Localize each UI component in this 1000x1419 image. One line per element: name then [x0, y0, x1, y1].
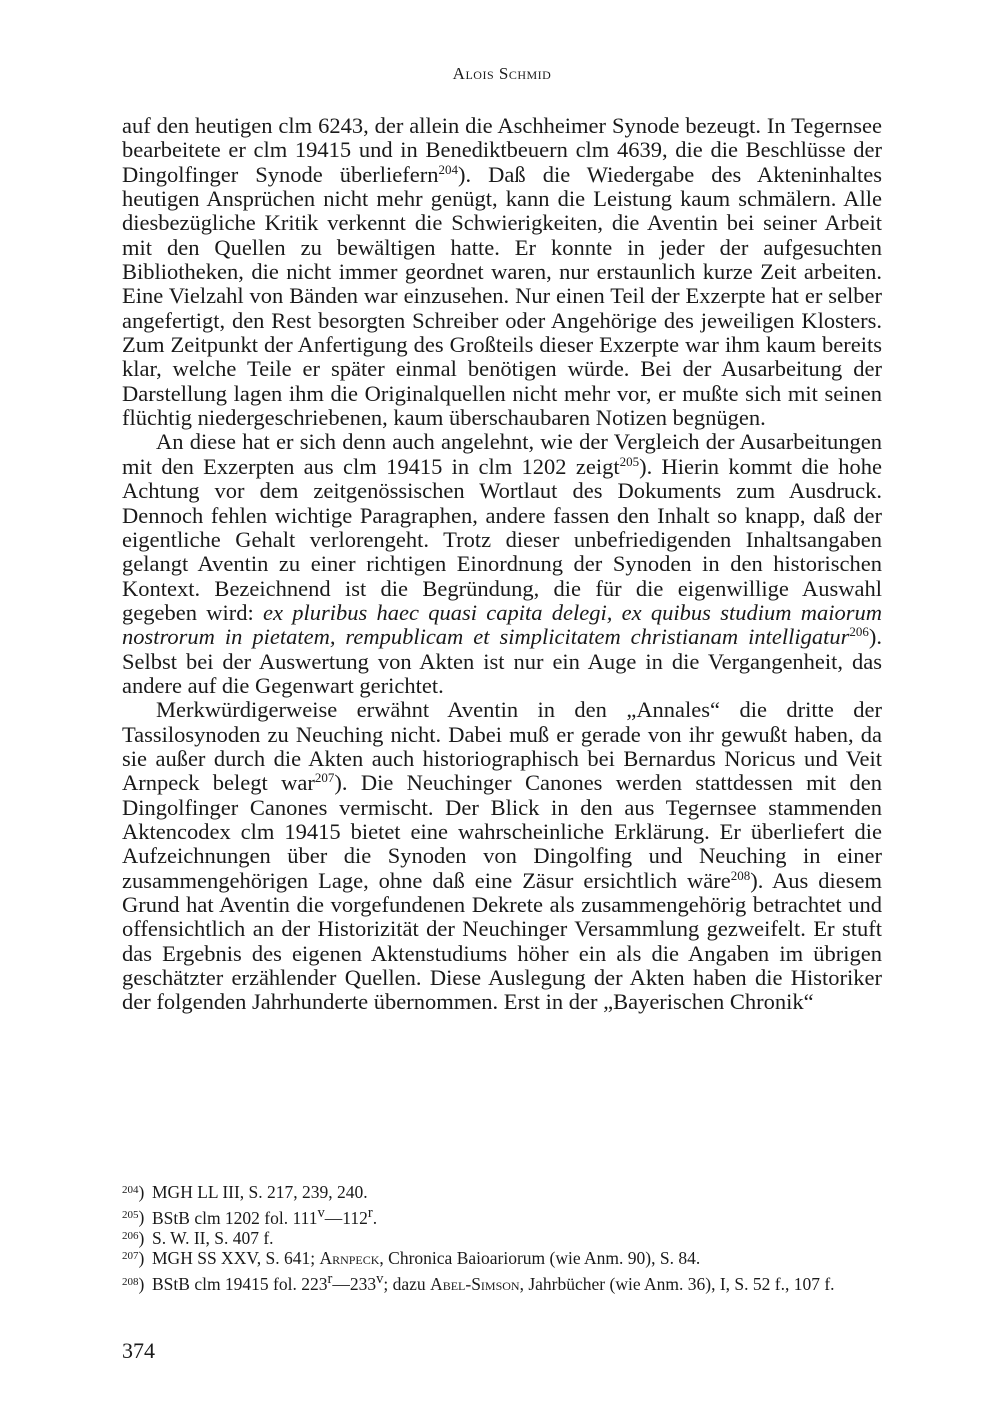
- footnote: [122, 1203, 882, 1228]
- footnote: [122, 1228, 882, 1249]
- author-name: Abel-Simson: [430, 1273, 520, 1294]
- running-head: Alois Schmid: [452, 64, 552, 83]
- footnote-reference: 204: [438, 161, 458, 177]
- text-run: auf den heutigen clm 6243, der allein die Aschheimer Synode bezeugt. In Tegernsee bearbeitete er clm 19415 und in Benediktbeuern clm 4639, die die Beschlüsse der Dingolfinger Synode überliefern: [122, 113, 882, 187]
- footnote-reference: 206: [849, 624, 869, 640]
- footnote: [122, 1269, 882, 1294]
- text-run: ). Aus diesem Grund hat Aventin die vorgefundenen Dekrete als zusammengehörig betrachtet und offensichtlich an der Historizität der Neuchinger Versammlung gezweifelt. Er stuft das Ergebnis des eigenen Aktenstudiums höher ein als die Angaben im übrigen geschätzter erzählender Quellen. Diese Auslegung der Akten haben die Historiker der folgenden Jahrhunderte übernommen. Erst in der „Bayerischen Chronik“: [122, 867, 882, 1015]
- footnote-number-digits: 208: [122, 1275, 139, 1288]
- text-run: MGH LL III, S. 217, 239, 240.: [152, 1182, 368, 1202]
- page-number: 374: [122, 1338, 155, 1363]
- text-run: , Jahrbücher (wie Anm. 36), I, S. 52 f., 107 f.: [519, 1273, 835, 1294]
- footnote-number: $^{206}$): [122, 1227, 145, 1248]
- folio-side: r: [327, 1270, 333, 1287]
- footnotes: [122, 1182, 882, 1294]
- text-run: —112: [324, 1207, 368, 1228]
- footnote-number: $^{208}$): [122, 1273, 145, 1294]
- text-run: ). Selbst bei der Auswertung von Akten ist nur ein Auge in die Vergangenheit, das andere auf die Gegenwart gerichtet.: [122, 624, 882, 698]
- text-run: BStB clm 1202 fol. 111: [152, 1207, 318, 1228]
- footnote-reference: 208: [730, 867, 751, 883]
- text-run: ; dazu: [383, 1273, 431, 1294]
- folio-side: v: [376, 1270, 384, 1287]
- text-run: .: [372, 1207, 378, 1228]
- body-text: [122, 114, 882, 1015]
- text-run: ). Hierin kommt die hohe Achtung vor dem zeitgenössischen Wortlaut des Dokuments zum Ausdruck. Dennoch fehlen wichtige Paragraphen, andere fassen den Inhalt so knapp, daß der eigentliche Gehalt verlorengeht. Trotz dieser unbefriedigenden Inhaltsangaben gelangt Aventin zu einer richtigen Einordnung der Synoden in den historischen Kontext. Bezeichnend ist die Begründung, die für die eigenwillige Auswahl gegeben wird:: [122, 453, 883, 625]
- footnote-reference: 205: [619, 453, 640, 469]
- footnote-number: $^{207}$): [122, 1248, 145, 1269]
- author-name: Arnpeck: [319, 1248, 380, 1269]
- text-run: MGH SS XXV, S. 641;: [152, 1248, 320, 1269]
- footnote: [122, 1182, 882, 1203]
- paragraph: [122, 430, 882, 698]
- folio-side: v: [317, 1204, 325, 1221]
- text-run: , Chronica Baioariorum (wie Anm. 90), S. 84.: [379, 1248, 701, 1269]
- text-run: —233: [332, 1273, 377, 1294]
- footnote-number: $^{205}$): [122, 1207, 145, 1228]
- footnote-number-digits: 207: [122, 1250, 139, 1263]
- folio-side: r: [367, 1204, 373, 1221]
- text-run: An diese hat er sich denn auch angelehnt, wie der Vergleich der Ausarbeitungen mit den Exzerpten aus clm 19415 in clm 1202 zeigt: [122, 429, 882, 479]
- text-run: S. W. II, S. 407 f.: [152, 1227, 274, 1248]
- footnote-number: $^{204}$): [122, 1182, 145, 1202]
- latin-quotation: ex pluribus haec quasi capita delegi, ex quibus studium maiorum nostrorum in pietatem, rempublicam et simplicitatem christianam intelligatur: [122, 599, 882, 650]
- footnote-reference: 207: [314, 770, 335, 786]
- footnote-number-digits: 205: [122, 1209, 139, 1222]
- text-run: ). Daß die Wiedergabe des Akteninhaltes heutigen Ansprüchen nicht mehr genügt, kann die Leistung kaum schmälern. Alle diesbezügliche Kritik verkennt die Schwierigkeiten, die Aventin bei seiner Arbeit mit den Quellen zu bewältigen hatte. Er konnte in jeder der aufgesuchten Bibliotheken, die nicht immer geordnet waren, nur erstaunlich kurze Zeit arbeiten. Eine Vielzahl von Bänden war einzusehen. Nur einen Teil der Exzerpte hat er selber angefertigt, den Rest besorgten Schreiber oder Angehörige des jeweiligen Klosters. Zum Zeitpunkt der Anfertigung des Großteils dieser Exzerpte war ihm kaum bereits klar, welche Teile er später einmal benötigen würde. Bei der Ausarbeitung der Darstellung lagen ihm die Originalquellen nicht mehr vor, er mußte sich mit seinen flüchtig niedergeschriebenen, kaum überschaubaren Notizen begnügen.: [122, 161, 882, 431]
- text-run: Merkwürdigerweise erwähnt Aventin in den „Annales“ die dritte der Tassilosynoden zu Neuching nicht. Dabei muß er gerade von ihr gewußt haben, da sie außer durch die Akten auch historiographisch bei Bernardus Noricus und Veit Arnpeck belegt war: [122, 697, 882, 796]
- footnote-number-digits: 206: [122, 1229, 139, 1242]
- text-run: ). Die Neuchinger Canones werden stattdessen mit den Dingolfinger Canones vermischt. Der Blick in den aus Tegernsee stammenden Aktencodex clm 19415 bietet eine wahrscheinliche Erklärung. Er überliefert die Aufzeichnungen über die Synoden von Dingolfing und Neuching in einer zusammengehörigen Lage, ohne daß eine Zäsur ersichtlich wäre: [122, 770, 882, 893]
- paragraph: [122, 114, 882, 430]
- page: [122, 0, 882, 1419]
- footnote-number-digits: 204: [122, 1184, 139, 1196]
- text-run: BStB clm 19415 fol. 223: [152, 1273, 328, 1294]
- footnote: [122, 1248, 882, 1269]
- paragraph: [122, 698, 882, 1014]
